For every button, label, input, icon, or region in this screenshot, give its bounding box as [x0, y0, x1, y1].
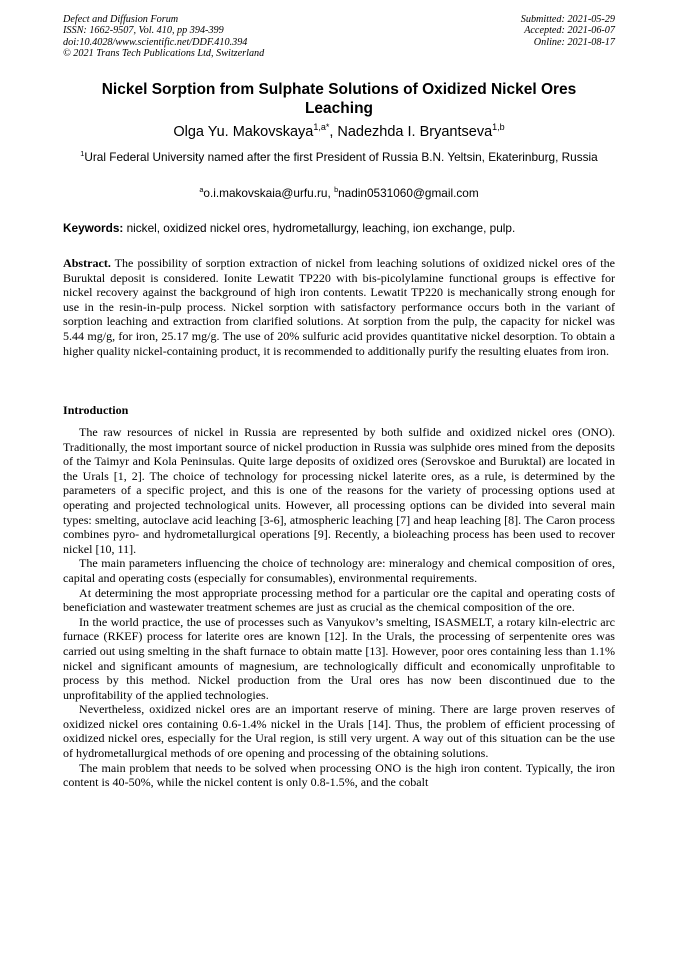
paragraph: The main problem that needs to be solved when processing ONO is the high iron content. Typically, the iron content is 40-50%, while the nickel content is only 0.8-1.5%, and the cobalt — [63, 760, 615, 790]
affiliation-text: Ural Federal University named after the first President of Russia B.N. Yeltsin, Ekaterinburg, Russia — [84, 150, 598, 164]
keywords-label: Keywords: — [63, 221, 124, 235]
author-separator: , — [329, 124, 338, 140]
section-heading: Introduction — [63, 403, 129, 417]
author-superscript: 1,a* — [313, 122, 330, 133]
submission-dates — [521, 14, 615, 48]
author-name: Olga Yu. Makovskaya — [173, 124, 314, 140]
abstract — [63, 256, 615, 358]
email-link[interactable]: o.i.makovskaia@urfu.ru — [203, 186, 328, 200]
email-link[interactable]: nadin0531060@gmail.com — [338, 186, 479, 200]
author-emails — [63, 186, 615, 201]
paragraph: Nevertheless, oxidized nickel ores are an important reserve of mining. There are large proven reserves of oxidized nickel ores containing 0.6-1.4% nickel in the Urals [14]. Thus, the problem of efficient processing of oxidized nickel ores, especially for the Ural region, is still very urgent. A way out of this situation can be the use of hydrometallurgical methods of ore opening and processing of the obtaining solutions. — [63, 702, 615, 761]
journal-copyright: © 2021 Trans Tech Publications Ltd, Switzerland — [63, 48, 265, 60]
affiliation-superscript: 1 — [80, 149, 85, 159]
email-superscript: a — [199, 185, 204, 195]
journal-issn: ISSN: 1662-9507, Vol. 410, pp 394-399 — [63, 25, 224, 37]
abstract-text: The possibility of sorption extraction of nickel from leaching solutions of oxidized nickel ores of the Buruktal deposit is considered. Ionite Lewatit TP220 with bis-picolylamine functional groups is effective for nickel recovery against the background of high iron contents. Lewatit TP220 is mechanically strong enough for use in the resin-in-pulp process. Nickel sorption with satisfactory performance occurs both in the variant of sorption leaching and extraction from clarified solutions. At sorption from the pulp, the capacity for nickel was 5.44 mg/g, for iron, 25.17 mg/g. The use of 20% sulfuric acid provides quantitative nickel desorption. To obtain a higher quality nickel-containing product, it is recommended to additionally purify the resulting eluates from iron. — [63, 256, 615, 358]
online-date: Online: 2021-08-17 — [533, 36, 615, 48]
accepted-date: Accepted: 2021-06-07 — [524, 25, 615, 37]
abstract-label: Abstract. — [63, 256, 111, 270]
paragraph: In the world practice, the use of processes such as Vanyukov’s smelting, ISASMELT, a rotary kiln-electric arc furnace (RKEF) process for laterite ores are known [12]. In the Urals, the processing of serpentenite ores was carried out using smelting in the shaft furnace to obtain matte [13]. However, poor ores containing less than 1.1% nickel and significant amounts of magnesium, are technologically difficult and economically unprofitable to process by this method. Nickel production from the Ural ores has now been discontinued due to the unprofitability of the applied technologies. — [63, 614, 615, 702]
paragraph: At determining the most appropriate processing method for a particular ore the capital and operating costs of beneficiation and wastewater treatment schemes are just as crucial as the chemical composition of the ore. — [63, 585, 615, 615]
email-separator: , — [327, 186, 335, 200]
author-superscript: 1,b — [492, 122, 505, 133]
keywords-text: nickel, oxidized nickel ores, hydrometallurgy, leaching, ion exchange, pulp. — [123, 221, 516, 235]
paragraph: The raw resources of nickel in Russia are represented by both sulfide and oxidized nickel ores (ONO). Traditionally, the most important source of nickel production in Russia was sulphide ores mined from the deposits of the Taimyr and Kola Peninsulas. Quite large deposits of oxidized ores (Serovskoe and Buruktal) are located in the Urals [1, 2]. The choice of technology for processing nickel laterite ores, as a rule, is determined by the parameters of a specific project, and this is one of the reasons for the variety of processing options used at operating and projected technological units. However, all processing options can be divided into several main types: smelting, autoclave acid leaching [3-6], atmospheric leaching [7] and heap leaching [8]. The Caron process combines pyro- and hydrometallurgical operations [9]. Recently, a bioleaching process has been used to recover nickel [10, 11]. — [63, 425, 615, 556]
author-list — [63, 123, 615, 141]
affiliation — [80, 150, 598, 166]
introduction-body — [63, 425, 615, 790]
author-name: Nadezhda I. Bryantseva — [337, 124, 493, 140]
journal-name: Defect and Diffusion Forum — [63, 14, 179, 25]
journal-doi: doi:10.4028/www.scientific.net/DDF.410.394 — [63, 36, 248, 48]
paragraph: The main parameters influencing the choice of technology are: mineralogy and chemical composition of ores, capital and operating costs (especially for consumables), environmental requirements. — [63, 556, 615, 585]
keywords — [63, 221, 615, 236]
journal-info — [63, 14, 264, 60]
email-superscript: b — [334, 185, 339, 195]
paper-title: Nickel Sorption from Sulphate Solutions of Oxidized Nickel Ores Leaching — [101, 81, 577, 117]
submitted-date: Submitted: 2021-05-29 — [520, 14, 615, 25]
